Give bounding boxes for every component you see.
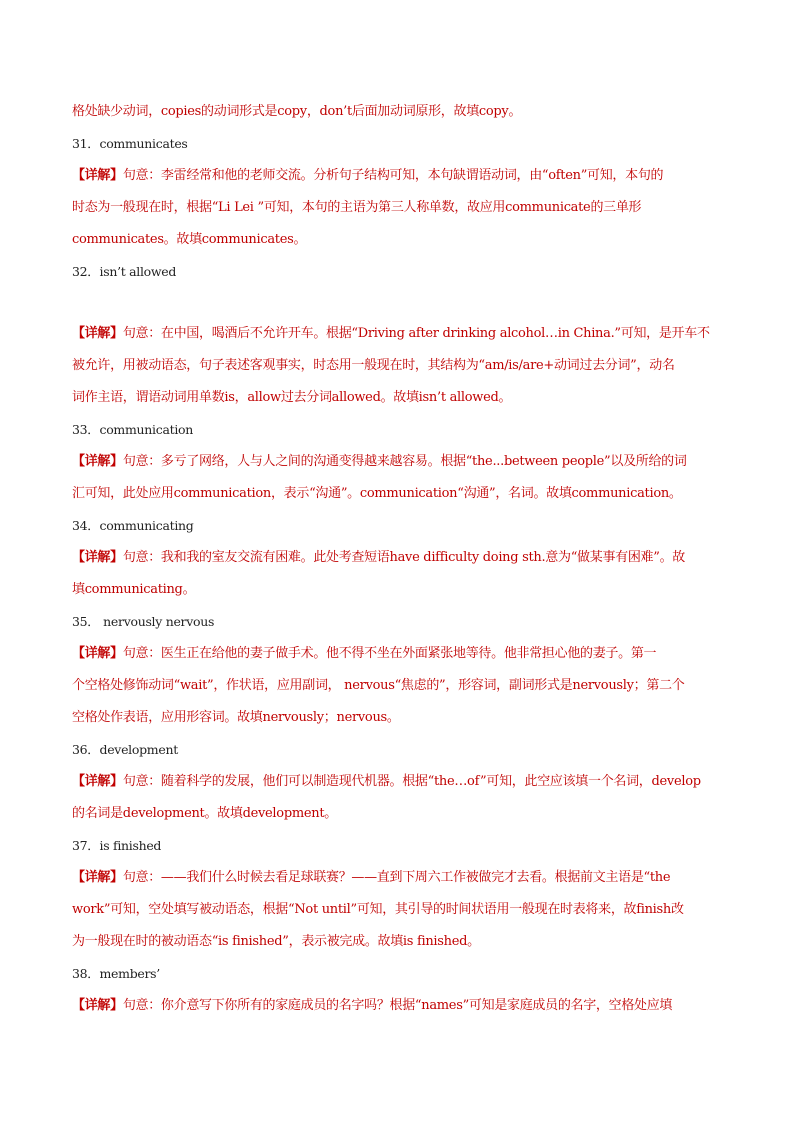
answer-line: 32．isn’t allowed xyxy=(72,264,177,279)
answer-line: 36．development xyxy=(72,742,178,757)
explanation-line: 填communicating。 xyxy=(72,582,196,597)
explanation-line: 格处缺少动词，copies的动词形式是copy，don’t后面加动词原形，故填copy。 xyxy=(72,104,522,119)
answer-line: 38．members’ xyxy=(72,966,160,981)
answer-line: 37．is finished xyxy=(72,838,162,853)
explanation-line: 的名词是development。故填development。 xyxy=(72,806,337,821)
detail-tag: 【详解】 xyxy=(72,168,123,183)
blank-spacer xyxy=(72,288,722,318)
answer-line: 35． nervously nervous xyxy=(72,614,215,629)
explanation-line: 为一般现在时的被动语态“is finished”，表示被完成。故填is finished。 xyxy=(72,934,480,949)
explanation-text: 句意：我和我的室友交流有困难。此处考查短语have difficulty doing sth.意为“做某事有困难”。故 xyxy=(122,550,686,565)
answer-key-page xyxy=(72,96,722,1022)
explanation-line xyxy=(72,318,722,350)
detail-tag: 【详解】 xyxy=(72,646,123,661)
explanation-line xyxy=(72,862,722,894)
detail-tag: 【详解】 xyxy=(72,326,123,341)
explanation-text: 句意：医生正在给他的妻子做手术。他不得不坐在外面紧张地等待。他非常担心他的妻子。第一 xyxy=(122,646,657,661)
explanation-line: 被允许，用被动语态，句子表述客观事实，时态用一般现在时，其结构为“am/is/are+动词过去分词”，动名 xyxy=(72,358,675,373)
answer-line: 34．communicating xyxy=(72,518,194,533)
explanation-text: 句意：随着科学的发展，他们可以制造现代机器。根据“the…of”可知，此空应该填一个名词，develop xyxy=(122,774,701,789)
explanation-line: 汇可知，此处应用communication，表示“沟通”。communication“沟通”，名词。故填communication。 xyxy=(72,486,682,501)
explanation-text: 句意：在中国，喝酒后不允许开车。根据“Driving after drinking alcohol…in China.”可知，是开车不 xyxy=(122,326,710,341)
explanation-text: 句意：你介意写下你所有的家庭成员的名字吗？根据“names”可知是家庭成员的名字，空格处应填 xyxy=(122,998,673,1013)
detail-tag: 【详解】 xyxy=(72,454,123,469)
explanation-line: 个空格处修饰动词“wait”，作状语，应用副词， nervous“焦虑的”，形容词，副词形式是nervously；第二个 xyxy=(72,678,685,693)
answer-line: 31．communicates xyxy=(72,136,188,151)
explanation-line xyxy=(72,446,722,478)
explanation-line: work”可知，空处填写被动语态，根据“Not until”可知，其引导的时间状语用一般现在时表将来，故finish改 xyxy=(72,902,684,917)
answer-line: 33．communication xyxy=(72,422,193,437)
explanation-text: 句意：李雷经常和他的老师交流。分析句子结构可知，本句缺谓语动词，由“often”可知，本句的 xyxy=(122,168,664,183)
explanation-line: 时态为一般现在时，根据“Li Lei ”可知，本句的主语为第三人称单数，故应用communicate的三单形 xyxy=(72,200,642,215)
explanation-line: 词作主语，谓语动词用单数is，allow过去分词allowed。故填isn’t allowed。 xyxy=(72,390,512,405)
detail-tag: 【详解】 xyxy=(72,550,123,565)
explanation-text: 句意：——我们什么时候去看足球联赛？——直到下周六工作被做完才去看。根据前文主语是“the xyxy=(122,870,671,885)
detail-tag: 【详解】 xyxy=(72,870,123,885)
detail-tag: 【详解】 xyxy=(72,998,123,1013)
explanation-line xyxy=(72,766,722,798)
explanation-line xyxy=(72,638,722,670)
explanation-line: 空格处作表语，应用形容词。故填nervously；nervous。 xyxy=(72,710,400,725)
explanation-line xyxy=(72,160,722,192)
explanation-line xyxy=(72,542,722,574)
explanation-text: 句意：多亏了网络，人与人之间的沟通变得越来越容易。根据“the...between people”以及所给的词 xyxy=(122,454,687,469)
detail-tag: 【详解】 xyxy=(72,774,123,789)
explanation-line xyxy=(72,990,722,1022)
explanation-line: communicates。故填communicates。 xyxy=(72,232,307,247)
